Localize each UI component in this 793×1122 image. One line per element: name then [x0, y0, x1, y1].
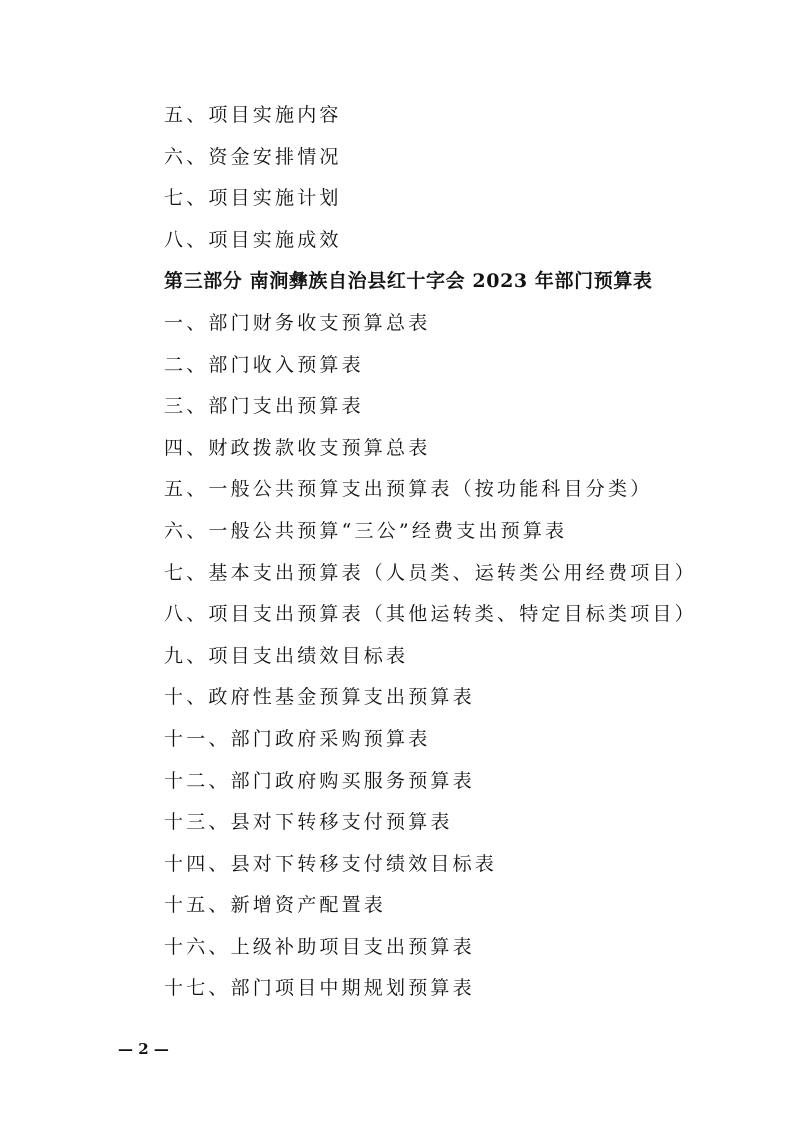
toc-item: 十四、县对下转移支付绩效目标表: [164, 852, 498, 875]
toc-item: 十七、部门项目中期规划预算表: [164, 977, 475, 1000]
toc-item: 九、项目支出绩效目标表: [164, 644, 409, 667]
toc-item: 二、部门收入预算表: [164, 353, 364, 376]
toc-item: 三、部门支出预算表: [164, 395, 364, 418]
table-of-contents: [164, 95, 724, 1010]
toc-item: 十五、新增资产配置表: [164, 894, 387, 917]
toc-item: 八、项目实施成效: [164, 228, 342, 251]
toc-item: 四、财政拨款收支预算总表: [164, 436, 431, 459]
toc-item: 十、政府性基金预算支出预算表: [164, 686, 475, 709]
toc-item: 六、资金安排情况: [164, 145, 342, 168]
toc-item: 六、一般公共预算“三公”经费支出预算表: [164, 519, 568, 542]
page-number: — 2 —: [118, 1040, 169, 1058]
section-heading: 第三部分 南涧彝族自治县红十字会 2023 年部门预算表: [164, 270, 653, 293]
toc-item: 七、基本支出预算表（人员类、运转类公用经费项目）: [164, 561, 697, 584]
toc-item: 五、一般公共预算支出预算表（按功能科目分类）: [164, 478, 653, 501]
toc-item: 十六、上级补助项目支出预算表: [164, 935, 475, 958]
toc-item: 十一、部门政府采购预算表: [164, 727, 431, 750]
toc-item: 八、项目支出预算表（其他运转类、特定目标类项目）: [164, 603, 697, 626]
toc-item: 七、项目实施计划: [164, 187, 342, 210]
toc-item: 五、项目实施内容: [164, 104, 342, 126]
toc-item: 十二、部门政府购买服务预算表: [164, 769, 475, 792]
toc-item: 十三、县对下转移支付预算表: [164, 811, 453, 834]
toc-item: 一、部门财务收支预算总表: [164, 311, 431, 334]
